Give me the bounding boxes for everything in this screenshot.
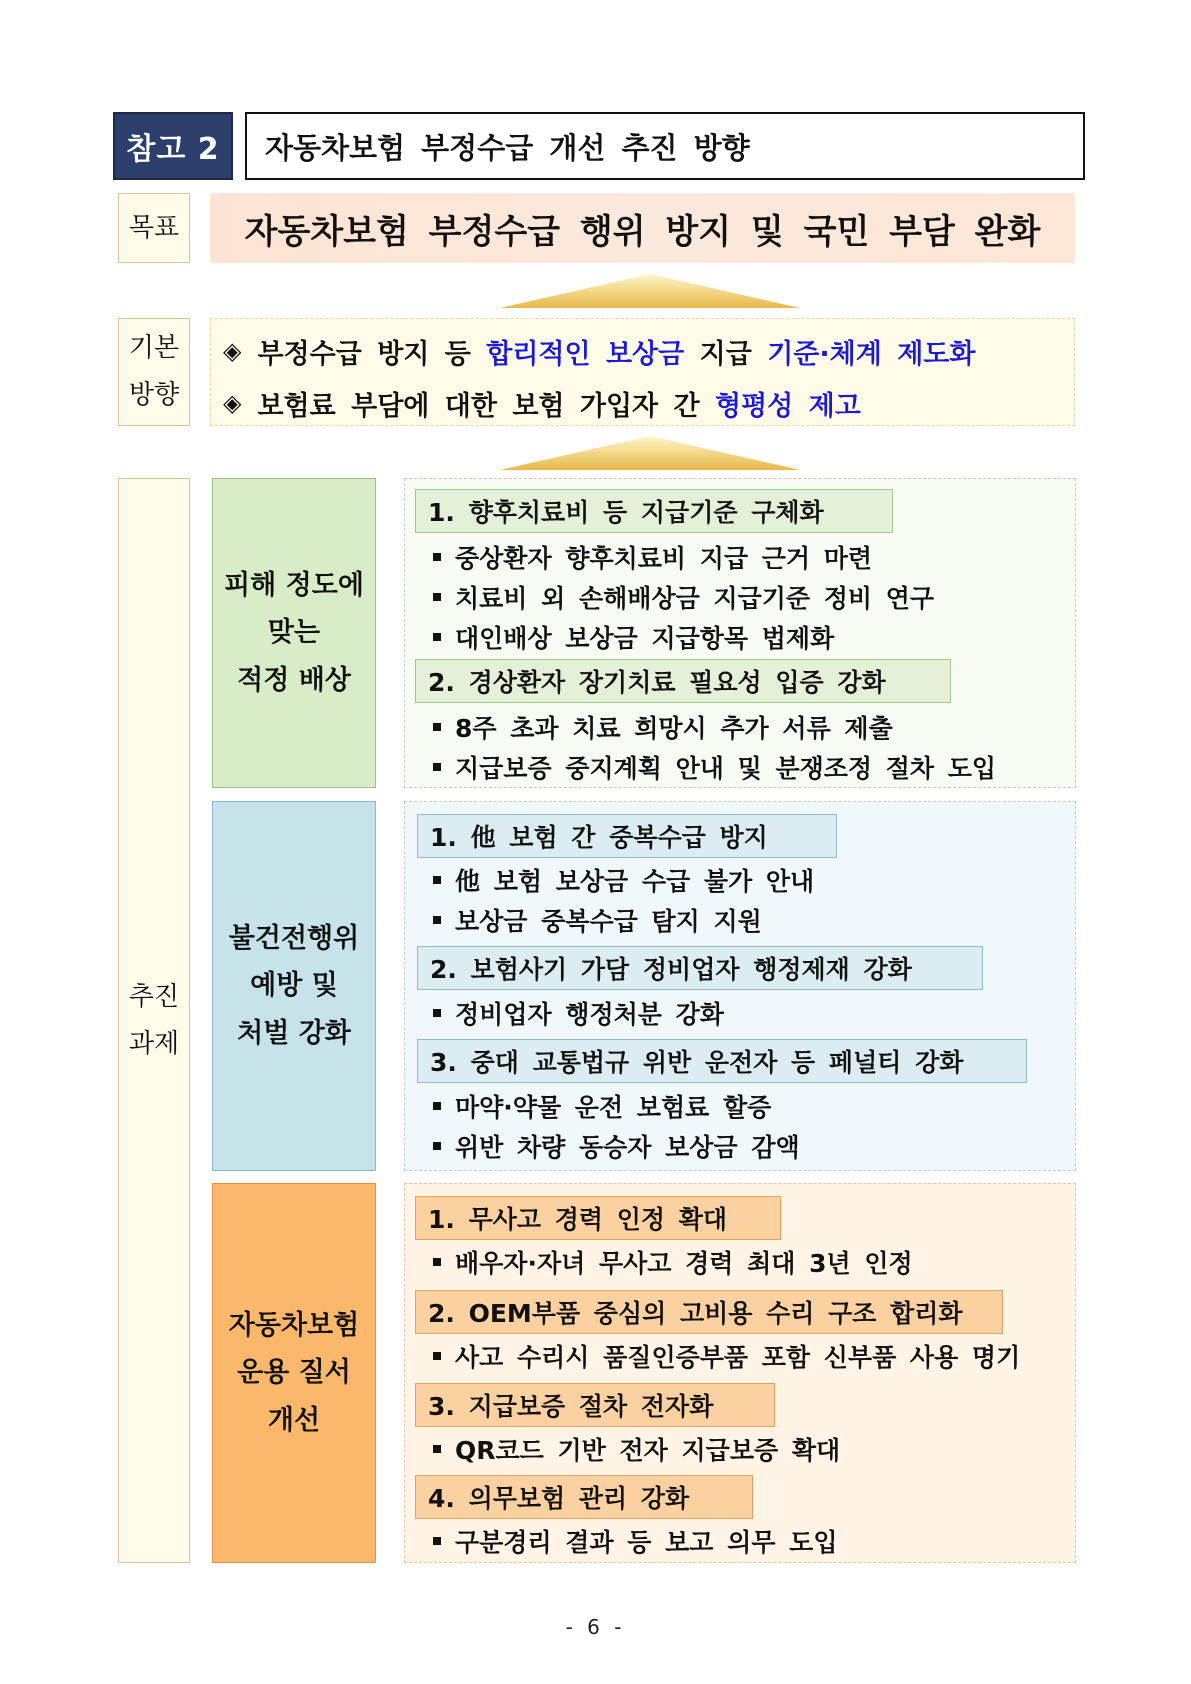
task-bullet	[405, 1242, 913, 1282]
goal-label	[118, 193, 190, 263]
goal-bar	[210, 193, 1075, 263]
basic-line2-highlight1: 형평성 제고	[715, 390, 861, 422]
bullet-text: 치료비 외 손해배상금 지급기준 정비 연구	[455, 584, 935, 613]
square-bullet-icon	[433, 1102, 441, 1110]
page-title: 자동차보험 부정수급 개선 추진 방향	[245, 112, 1085, 180]
basic-line1-part2: 지급	[684, 338, 768, 370]
task-heading: 3. 지급보증 절차 전자화	[415, 1383, 775, 1427]
bullet-text: 보상금 중복수급 탐지 지원	[455, 907, 762, 936]
task-panel	[404, 478, 1076, 788]
task-panel	[404, 1183, 1076, 1563]
goal-text: 자동차보험 부정수급 행위 방지 및 국민 부담 완화	[244, 211, 1041, 252]
basic-line1-part1: 부정수급 방지 등	[257, 338, 487, 370]
basic-label-line2: 방향	[128, 380, 180, 410]
page-number: - 6 -	[565, 1615, 626, 1639]
task-bullet	[405, 1126, 800, 1166]
bullet-text: 위반 차량 동승자 보상금 감액	[455, 1133, 800, 1162]
task-bullet	[405, 1429, 840, 1469]
square-bullet-icon	[433, 593, 441, 601]
bullet-text: 구분경리 결과 등 보고 의무 도입	[455, 1528, 838, 1557]
bullet-text: 배우자·자녀 무사고 경력 최대 3년 인정	[455, 1249, 913, 1278]
task-bullet	[405, 1336, 1020, 1376]
bullet-text: 대인배상 보상금 지급항목 법제화	[455, 624, 835, 653]
reference-label: 참고 2	[113, 112, 233, 180]
category-line: 자동차보험	[228, 1310, 360, 1342]
square-bullet-icon	[433, 1537, 441, 1545]
bullet-text: 마약·약물 운전 보험료 할증	[455, 1093, 772, 1122]
task-bullet	[405, 537, 872, 577]
basic-direction-label	[118, 318, 190, 426]
square-bullet-icon	[433, 1258, 441, 1266]
task-bullet	[405, 1086, 771, 1126]
category-line: 불건전행위	[228, 923, 360, 955]
up-arrow-icon	[490, 272, 810, 310]
bullet-text: 지급보증 중지계획 안내 및 분쟁조정 절차 도입	[455, 754, 997, 783]
up-arrow-icon	[490, 434, 810, 472]
square-bullet-icon	[433, 1445, 441, 1453]
task-heading: 1. 他 보험 간 중복수급 방지	[417, 814, 837, 858]
category-line: 적정 배상	[237, 664, 351, 696]
task-bullet	[405, 993, 724, 1033]
basic-line-1	[223, 325, 1074, 377]
task-heading: 4. 의무보험 관리 강화	[415, 1475, 753, 1519]
task-heading: 1. 향후치료비 등 지급기준 구체화	[415, 489, 893, 533]
goal-label-text: 목표	[128, 212, 180, 243]
task-bullet	[405, 1521, 837, 1561]
square-bullet-icon	[433, 916, 441, 924]
category-line: 개선	[267, 1404, 321, 1436]
tasks-label	[118, 478, 190, 1563]
bullet-text: QR코드 기반 전자 지급보증 확대	[455, 1436, 841, 1465]
square-bullet-icon	[433, 1142, 441, 1150]
task-heading: 3. 중대 교통법규 위반 운전자 등 페널티 강화	[417, 1039, 1027, 1083]
tasks-label-line1: 추진	[128, 981, 180, 1012]
square-bullet-icon	[433, 876, 441, 884]
category-box	[212, 801, 376, 1171]
category-line: 처벌 강화	[237, 1017, 351, 1049]
basic-label-line1: 기본	[128, 333, 180, 364]
basic-direction-box	[210, 318, 1075, 426]
category-line: 맞는	[267, 617, 321, 649]
bullet-text: 사고 수리시 품질인증부품 포함 신부품 사용 명기	[455, 1343, 1021, 1372]
category-line: 운용 질서	[237, 1357, 351, 1389]
task-bullet	[405, 617, 834, 657]
basic-line1-highlight1: 합리적인 보상금	[486, 338, 685, 370]
category-line: 피해 정도에	[224, 570, 364, 602]
bullet-text: 중상환자 향후치료비 지급 근거 마련	[455, 544, 873, 573]
bullet-text: 他 보험 보상금 수급 불가 안내	[455, 867, 815, 896]
task-heading: 1. 무사고 경력 인정 확대	[415, 1196, 781, 1240]
bullet-text: 8주 초과 치료 희망시 추가 서류 제출	[455, 714, 893, 743]
category-box	[212, 478, 376, 788]
task-panel	[404, 801, 1076, 1171]
task-bullet	[405, 900, 762, 940]
tasks-label-line2: 과제	[128, 1028, 180, 1059]
task-bullet	[405, 577, 934, 617]
basic-line2-part1: 보험료 부담에 대한 보험 가입자 간	[257, 390, 716, 422]
bullet-text: 정비업자 행정처분 강화	[455, 1000, 724, 1029]
square-bullet-icon	[433, 633, 441, 641]
basic-line-2	[223, 377, 1074, 429]
square-bullet-icon	[433, 723, 441, 731]
task-heading: 2. OEM부품 중심의 고비용 수리 구조 합리화	[415, 1290, 1003, 1334]
task-bullet	[405, 747, 996, 787]
diamond-bullet-icon: ◈	[223, 337, 242, 365]
category-line: 예방 및	[250, 970, 338, 1002]
square-bullet-icon	[433, 1352, 441, 1360]
task-heading: 2. 보험사기 가담 정비업자 행정제재 강화	[417, 946, 983, 990]
task-heading: 2. 경상환자 장기치료 필요성 입증 강화	[415, 659, 951, 703]
basic-line1-highlight2: 기준·체계 제도화	[767, 338, 976, 370]
task-bullet	[405, 707, 893, 747]
diamond-bullet-icon: ◈	[223, 389, 242, 417]
square-bullet-icon	[433, 553, 441, 561]
category-box	[212, 1183, 376, 1563]
square-bullet-icon	[433, 1009, 441, 1017]
task-bullet	[405, 860, 814, 900]
square-bullet-icon	[433, 763, 441, 771]
